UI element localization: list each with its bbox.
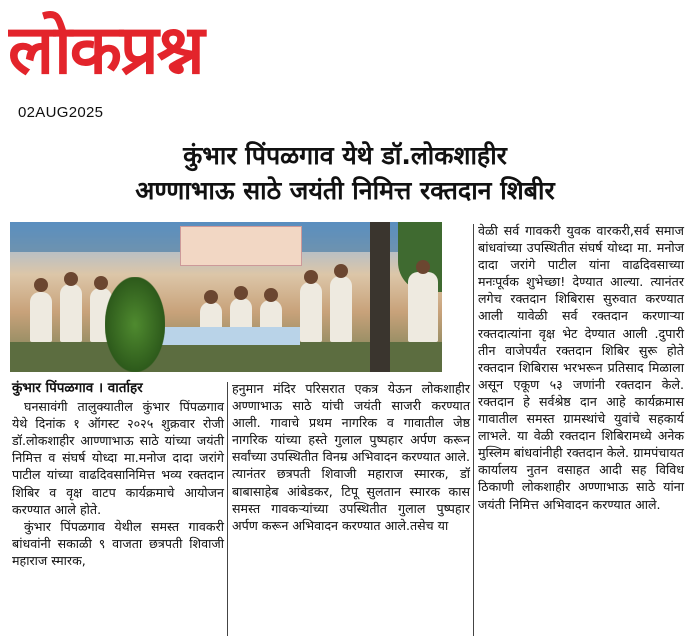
article-paragraph: घनसावंगी तालुक्यातील कुंभार पिंपळगाव येथे दिनांक १ ऑगस्ट २०२५ शुक्रवार रोजी डॉ.लोकशाहीर आण्णाभाऊ साठे यांच्या जयंती निमित्त व संघर्ष योध्दा मा.मनोज दादा जरांगे पाटील यांच्या वाढदिवसानिमित्त भव्य रक्तदान शिबिर व वृक्ष वाटप कार्यक्रमाचे आयोजन करण्यात आले होते.	[12, 399, 224, 517]
article-column-2	[232, 380, 470, 534]
newspaper-logo: लोकप्रश्न	[8, 11, 203, 90]
article-dateline: कुंभार पिंपळगाव । वार्ताहर	[12, 380, 143, 396]
article-column-3	[478, 222, 684, 513]
article-paragraph: वेळी सर्व गावकरी युवक वारकरी,सर्व समाज बांधवांच्या उपस्थितीत संघर्ष योध्दा मा. मनोज दादा जरांगे पाटील यांना वाढदिवसाच्या मनःपूर्वक शुभेच्छा! देण्यात आल्या. त्यानंतर लगेच रक्तदान शिबिरास सुरुवात करण्यात आली यावेळी सर्व रक्तदान करणाऱ्या रक्तदात्यांना वृक्ष भेट देण्यात आली .दुपारी तीन वाजेपर्यंत रक्तदान शिबिर सुरू होते रक्तदान शिबिरास भरभरून प्रतिसाद मिळाला असून एकूण ५३ जणांनी रक्तदान केले. रक्तदान हे सर्वश्रेष्ठ दान आहे कार्यक्रमास गावातील समस्त ग्रामस्थांचे युवांचे सहकार्य लाभले. या वेळी रक्तदान शिबिरामध्ये अनेक मुस्लिम बांधवांनीही रक्तदान केले. ग्रामपंचायत कार्यालय नुतन वसाहत आदी सह विविध ठिकाणी लोकशाहीर अण्णाभाऊ साठे यांना जयंती निमित्त अभिवादन करण्यात आले.	[478, 223, 684, 512]
article-column-1	[12, 380, 224, 569]
article-paragraph: कुंभार पिंपळगाव येथील समस्त गावकरी बांधवांनी सकाळी ९ वाजता छत्रपती शिवाजी महाराज स्मारक,	[12, 518, 224, 568]
event-photo	[10, 222, 442, 372]
headline-line-1: कुंभार पिंपळगाव येथे डॉ.लोकशाहीर	[183, 141, 507, 170]
issue-date: 02AUG2025	[18, 104, 104, 121]
article-paragraph: हनुमान मंदिर परिसरात एकत्र येऊन लोकशाहीर अण्णाभाऊ साठे यांची जयंती साजरी करण्यात आली. गावाचे प्रथम नागरिक व गावातील जेष्ठ नागरिक यांच्या हस्ते गुलाल पुष्पहार अर्पण करून सर्वांच्या उपस्थितीत विनम्र अभिवादन करण्यात आले. त्यानंतर छत्रपती शिवाजी महाराज स्मारक, डॉ बाबासाहेब आंबेडकर, टिपू सुलतान स्मारक कास समस्त गावकऱ्यांच्या उपस्थितीत गुलाल पुष्पहार अर्पण करून अभिवादन करण्यात आले.तसेच या	[232, 381, 470, 533]
headline-line-2: अण्णाभाऊ साठे जयंती निमित्त रक्तदान शिबीर	[135, 176, 555, 205]
